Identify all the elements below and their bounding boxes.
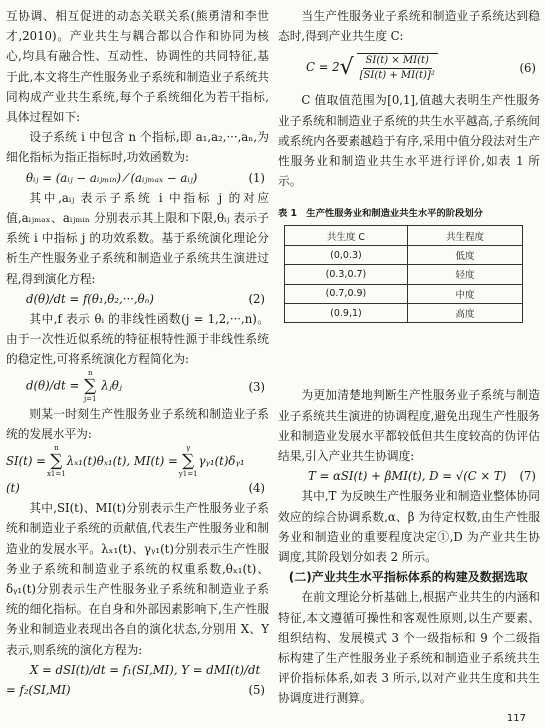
fraction-numerator: SI(t) × MI(t)	[363, 54, 432, 69]
equation-4	[6, 444, 269, 478]
sum-upper-limit: γ	[186, 443, 191, 452]
table-row	[285, 245, 523, 264]
table-caption: 表 1 生产性服务业和制造业共生水平的阶段划分	[278, 208, 483, 220]
table-cell: 高度	[407, 303, 522, 322]
equation-6	[278, 46, 540, 90]
table-cell: (0,0.3)	[285, 245, 408, 264]
summation-symbol: n ∑ j=1	[83, 369, 97, 404]
paragraph: 在前文理论分析基础上,根据产业共生的内涵和特征,本文遵循可操性和客观性原则,以生产要素、组织结构、发展模式 3 个一级指标和 9 个二级指标构建了生产性服务业子系统和制造业子系统共生评价指标体系,如表 3 所示,以对产业共生度和共生协调度进行测算。	[278, 590, 540, 706]
equation-4-continued	[6, 478, 269, 498]
sum-lower-limit: j=1	[83, 395, 97, 404]
sqrt-icon: √	[339, 55, 354, 81]
equation-part: (t)	[6, 481, 20, 496]
table-header: 共生度 C	[285, 226, 408, 245]
table-cell: (0.9,1)	[285, 303, 408, 322]
equation-body: T = αSI(t) + βMI(t), D = √(C × T)	[308, 469, 507, 484]
paragraph: 设子系统 i 中包含 n 个指标,即 a₁,a₂,···,aₙ,为细化指标为指正指标时,功效函数为:	[6, 130, 269, 165]
table-cell: 中度	[407, 284, 522, 303]
table-cell: 低度	[407, 245, 522, 264]
equation-2	[6, 289, 269, 309]
equation-3	[6, 370, 269, 404]
equation-7	[278, 466, 540, 486]
paragraph: 其中,SI(t)、MI(t)分别表示生产性服务业子系统和制造业子系统的贡献值,代表生产性服务业和制造业的发展水平。λₓ₁(t)、γᵧ₁(t)分别表示生产性服务业子系统和制造业子系统的权重系数,θₓ₁(t)、δᵧ₁(t)分别表示生产性服务业子系统和制造业子系统的细化指标。在自身和外部因素影响下,生产性服务业和制造业表现出各自的演化状态,分别用 X、Y 表示,则系统的演化方程为:	[6, 501, 269, 657]
equation-1	[6, 168, 269, 188]
equation-lhs: SI(t) =	[6, 453, 46, 468]
fraction	[357, 53, 438, 83]
sum-lower-limit: x1=1	[46, 469, 66, 478]
equation-number: (5)	[248, 683, 265, 698]
sum-upper-limit: n	[87, 369, 93, 378]
paragraph: 其中,T 为反映生产性服务业和制造业整体协同效应的综合协调系数,α、β 为待定权数,由生产性服务业和制造业的重要程度决定①,D 为产业共生协调度,其阶段划分如表 2 所示。	[278, 489, 540, 564]
equation-number: (3)	[248, 379, 265, 394]
paragraph: 为更加清楚地判断生产性服务业子系统与制造业子系统共生演进的协调程度,避免出现生产性服务业和制造业发展水平都较低但共生度较高的伪评估结果,引入产业共生协调度:	[278, 388, 540, 463]
equation-lhs: C = 2	[306, 60, 340, 75]
table-cell: 轻度	[407, 265, 522, 284]
summation-symbol: n ∑ x1=1	[46, 443, 66, 478]
equation-5-line-1	[6, 660, 269, 680]
equation-number: (6)	[519, 61, 536, 76]
equation-body: θᵢⱼ = (aᵢⱼ − aᵢⱼₘᵢₙ) ⁄ (aᵢⱼₘₐₓ − aᵢⱼ)	[26, 170, 198, 185]
right-column	[278, 6, 540, 709]
paragraph: 当生产性服务业子系统和制造业子系统达到稳态时,得到产业共生度 C:	[278, 9, 540, 44]
paragraph: C 值取值范围为[0,1],值越大表明生产性服务业子系统和制造业子系统的共生水平越高,子系统间或系统内各要素越趋于有序,采用中值分段法对生产性服务业和制造业共生水平进行评价,如表 1 所示。	[278, 93, 540, 189]
table-cell: (0.3,0.7)	[285, 265, 408, 284]
equation-part: γᵧ₁(t)δᵧ₁	[198, 453, 245, 468]
sum-upper-limit: n	[54, 443, 59, 452]
paragraph: 其中,f 表示 θᵢ 的非线性函数(j = 1,2,···,n)。由于一次性近似系统的特征根特性源于非线性系统的稳定性,可将系统演化方程简化为:	[6, 312, 269, 367]
table-cell: (0.7,0.9)	[285, 284, 408, 303]
equation-5-line-2	[6, 680, 269, 700]
equation-number: (7)	[519, 469, 536, 484]
sum-lower-limit: y1=1	[178, 469, 198, 478]
fraction-denominator: [SI(t) + MI(t)]²	[359, 70, 435, 82]
equation-body: = f₂(SI,MI)	[6, 683, 71, 698]
table-row	[285, 284, 523, 303]
left-column	[6, 6, 269, 700]
paragraph: 则某一时刻生产性服务业子系统和制造业子系统的发展水平为:	[6, 406, 269, 441]
equation-body: X = dSI(t)/dt = f₁(SI,MI), Y = dMI(t)/dt	[30, 662, 261, 677]
page-number: 117	[506, 713, 526, 724]
equation-part: λₓ₁(t)θₓ₁(t), MI(t) =	[66, 453, 178, 468]
equation-number: (1)	[248, 170, 265, 185]
paragraph: 其中,aᵢⱼ 表示子系统 i 中指标 j 的对应值,aᵢⱼₘₐₓ、aᵢⱼₘᵢₙ 分别表示其上限和下限,θᵢⱼ 表示子系统 i 中指标 j 的功效系数。基于系统演化理论分析生产性服务业子系统和制造业子系统共生演进过程,得到演化方程:	[6, 190, 269, 286]
summation-symbol: γ ∑ y1=1	[178, 443, 198, 478]
table-1	[284, 225, 523, 323]
paragraph: 互协调、相互促进的动态关联关系(熊勇清和李世才,2010)。产业共生与耦合都以合作和协同为核心,均具有融合性、互动性、协调性的共同特征,基于此,本文将生产性服务业子系统和制造业子系统共同构成产业共生系统,每个子系统细化为若干指标,具体过程如下:	[6, 9, 269, 125]
table-header: 共生程度	[407, 226, 522, 245]
equation-number: (4)	[248, 481, 265, 496]
section-title: (二)产业共生水平指标体系的构建及数据选取	[288, 570, 528, 585]
equation-number: (2)	[248, 291, 265, 306]
table-row	[285, 303, 523, 322]
equation-body: d(θ)/dt = f(θ₁,θ₂,···,θₙ)	[26, 291, 154, 306]
equation-rhs: λⱼθⱼ	[101, 378, 122, 393]
table-row	[285, 265, 523, 284]
equation-lhs: d(θ)/dt =	[26, 378, 80, 393]
table-header-row	[285, 226, 523, 245]
spacer	[278, 323, 540, 385]
